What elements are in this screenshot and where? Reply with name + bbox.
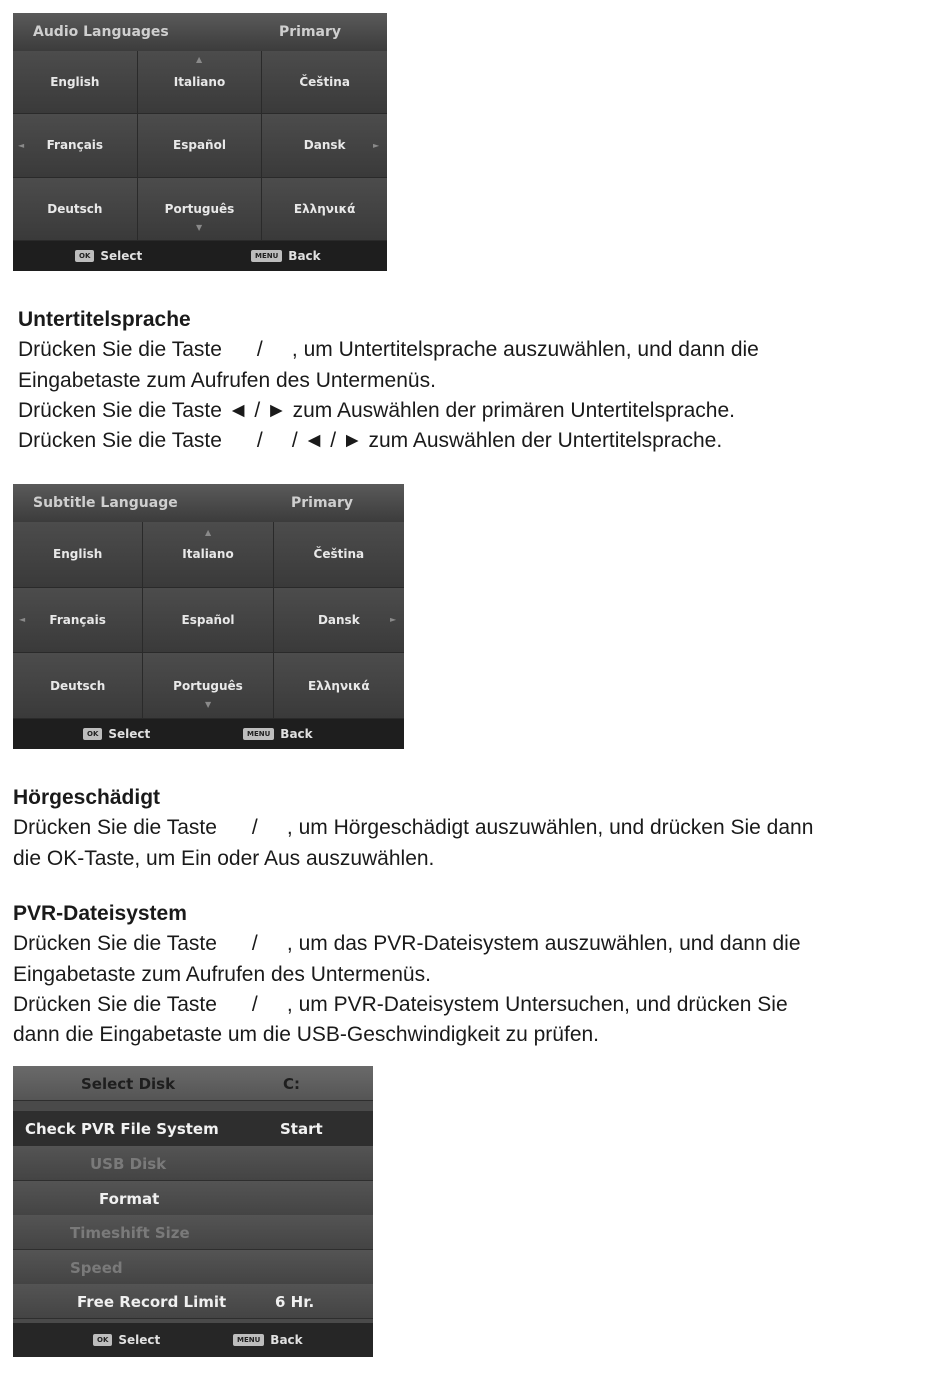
free-record-limit-value: 6 Hr. [275, 1293, 315, 1311]
menu-key-icon: MENU [251, 250, 282, 262]
language-option[interactable]: Ελληνικά [262, 178, 387, 241]
audio-menu-mode: Primary [279, 24, 342, 40]
pvr-line: Drücken Sie die Taste / , um das PVR-Dateisystem auszuwählen, und dann die [13, 932, 801, 956]
pvr-line: Drücken Sie die Taste / , um PVR-Dateisystem Untersuchen, und drücken Sie [13, 992, 788, 1016]
language-option[interactable]: Português [138, 178, 263, 241]
up-arrow-icon: ▲ [205, 528, 212, 537]
audio-language-menu [13, 13, 387, 271]
back-hint: Back [280, 727, 313, 741]
language-option[interactable]: Dansk [274, 588, 404, 654]
hearing-line: die OK-Taste, um Ein oder Aus auszuwählen. [13, 846, 435, 870]
subtitle-language-grid [13, 522, 404, 719]
language-option[interactable]: Español [143, 588, 273, 654]
language-option[interactable]: Español [138, 114, 263, 177]
menu-key-icon: MENU [243, 728, 274, 740]
subtitle-line: Drücken Sie die Taste / , um Untertitelsprache auszuwählen, und dann die [18, 338, 759, 362]
language-option[interactable]: Dansk [262, 114, 387, 177]
timeshift-size-row [13, 1215, 373, 1250]
audio-menu-footer [13, 241, 387, 271]
select-disk-value: C: [283, 1075, 301, 1093]
hearing-line: Drücken Sie die Taste / , um Hörgeschädigt auszuwählen, und drücken Sie dann [13, 816, 814, 840]
language-option[interactable]: English [13, 522, 143, 588]
audio-menu-header [13, 13, 387, 51]
language-option[interactable]: English [13, 51, 138, 114]
ok-key-icon: OK [93, 1334, 112, 1346]
language-option[interactable]: Čeština [274, 522, 404, 588]
language-option[interactable]: Português [143, 653, 273, 719]
subtitle-menu-footer [13, 719, 404, 749]
language-option[interactable]: Čeština [262, 51, 387, 114]
select-hint: Select [108, 727, 151, 741]
pvr-file-system-menu [13, 1066, 373, 1357]
language-option[interactable]: Ελληνικά [274, 653, 404, 719]
format-row[interactable] [13, 1181, 373, 1216]
back-hint: Back [288, 249, 321, 263]
speed-row [13, 1250, 373, 1285]
pvr-line: Eingabetaste zum Aufrufen des Untermenüs. [13, 962, 431, 986]
subtitle-language-menu [13, 484, 404, 749]
subtitle-line: Drücken Sie die Taste ◄ / ► zum Auswählen der primären Untertitelsprache. [18, 398, 736, 422]
audio-language-grid [13, 51, 387, 241]
pvr-heading: PVR-Dateisystem [13, 902, 187, 925]
pvr-menu-footer [13, 1323, 373, 1357]
hearing-section [13, 783, 813, 874]
select-disk-row[interactable] [13, 1066, 373, 1101]
check-pvr-row[interactable] [13, 1111, 373, 1146]
left-arrow-icon: ◄ [18, 141, 25, 150]
down-arrow-icon: ▼ [196, 223, 203, 232]
ok-key-icon: OK [75, 250, 94, 262]
down-arrow-icon: ▼ [205, 700, 212, 709]
language-option[interactable]: Deutsch [13, 178, 138, 241]
right-arrow-icon: ► [373, 141, 380, 150]
language-option[interactable]: Français [13, 588, 143, 654]
language-option[interactable]: Français [13, 114, 138, 177]
subtitle-heading: Untertitelsprache [18, 308, 191, 331]
free-record-limit-label: Free Record Limit [77, 1293, 227, 1311]
pvr-section [13, 899, 801, 1050]
select-hint: Select [100, 249, 143, 263]
usb-disk-row [13, 1146, 373, 1181]
free-record-limit-row[interactable] [13, 1284, 373, 1319]
check-pvr-value: Start [280, 1120, 323, 1138]
pvr-line: dann die Eingabetaste um die USB-Geschwindigkeit zu prüfen. [13, 1023, 600, 1047]
language-option[interactable]: Italiano [143, 522, 273, 588]
subtitle-line: Eingabetaste zum Aufrufen des Untermenüs. [18, 368, 436, 392]
back-hint: Back [270, 1333, 303, 1347]
language-option[interactable]: Deutsch [13, 653, 143, 719]
timeshift-size-label: Timeshift Size [70, 1224, 190, 1242]
menu-key-icon: MENU [233, 1334, 264, 1346]
speed-label: Speed [70, 1259, 123, 1277]
format-label: Format [99, 1190, 160, 1208]
subtitle-line: Drücken Sie die Taste / / ◄ / ► zum Auswählen der Untertitelsprache. [18, 429, 723, 453]
language-option[interactable]: Italiano [138, 51, 263, 114]
audio-menu-title: Audio Languages [33, 24, 169, 40]
left-arrow-icon: ◄ [19, 615, 26, 624]
subtitle-menu-mode: Primary [291, 495, 354, 511]
hearing-heading: Hörgeschädigt [13, 786, 161, 809]
check-pvr-label: Check PVR File System [25, 1120, 219, 1138]
ok-key-icon: OK [83, 728, 102, 740]
select-hint: Select [118, 1333, 161, 1347]
usb-disk-label: USB Disk [90, 1155, 167, 1173]
subtitle-menu-header [13, 484, 404, 522]
subtitle-menu-title: Subtitle Language [33, 495, 178, 511]
select-disk-label: Select Disk [81, 1075, 176, 1093]
subtitle-section [18, 305, 759, 456]
right-arrow-icon: ► [390, 615, 397, 624]
up-arrow-icon: ▲ [196, 55, 203, 64]
